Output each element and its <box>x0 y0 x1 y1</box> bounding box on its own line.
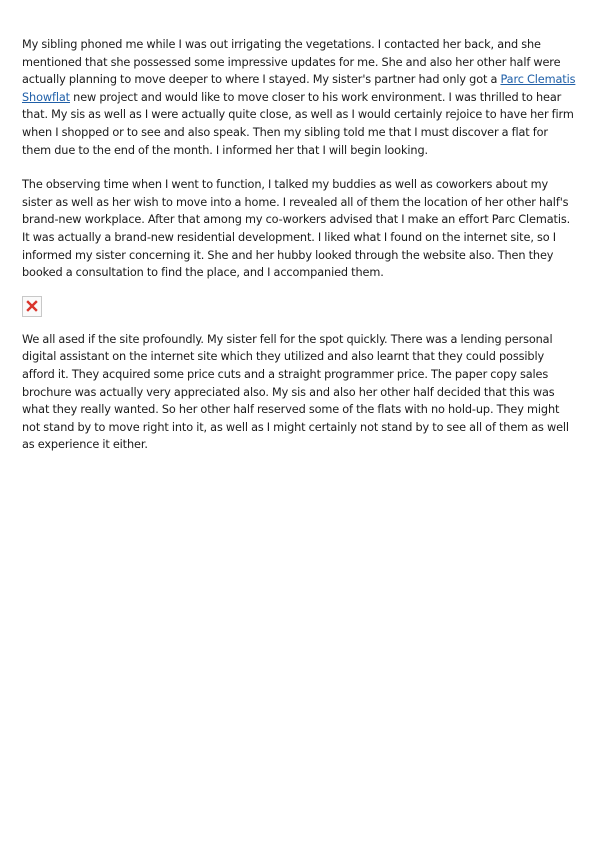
paragraph-3: We all ased if the site profoundly. My sister fell for the spot quickly. There was a lending personal digital assistant on the internet site which they utilized and also learnt that they could possibly afford it. They acquired some price cuts and a straight programmer price. The paper copy sales brochure was actually very appreciated also. My sis and also her other half decided that this was what they really wanted. So her other half reserved some of the flats with no hold-up. They might not stand by to move right into it, as well as I might certainly not stand by to see all of them as well as experience it either. <box>22 332 569 452</box>
paragraph-1-text-before-link: My sibling phoned me while I was out irrigating the vegetations. I contacted her back, and she mentioned that she possessed some impressive updates for me. She and also her other half were actually planning to move deeper to where I stayed. My sister's partner had only got a <box>22 38 561 87</box>
parc-clematis-showflat-link[interactable]: Parc Clematis Showflat <box>22 73 576 104</box>
paragraph-2: The observing time when I went to function, I talked my buddies as well as coworkers about my sister as well as her wish to move into a home. I revealed all of them the location of her other half's brand-new workplace. After that among my co-workers advised that I make an effort Parc Clematis. It was actually a brand-new residential development. I liked what I found on the internet site, so I informed my sister concerning it. She and her hubby looked through the website also. Then they booked a consultation to find the place, and I accompanied them. <box>22 178 571 280</box>
paragraph-1 <box>22 36 578 159</box>
broken-image-icon <box>26 300 38 312</box>
broken-image <box>22 296 42 317</box>
paragraph-1-text-after-link: new project and would like to move closer to his work environment. I was thrilled to hear that. My sis as well as I were actually quite close, as well as I would certainly rejoice to have her firm when I shopped or to see and also speak. Then my sibling told me that I must discover a flat for them due to the end of the month. I informed her that I will begin looking. <box>22 90 574 157</box>
